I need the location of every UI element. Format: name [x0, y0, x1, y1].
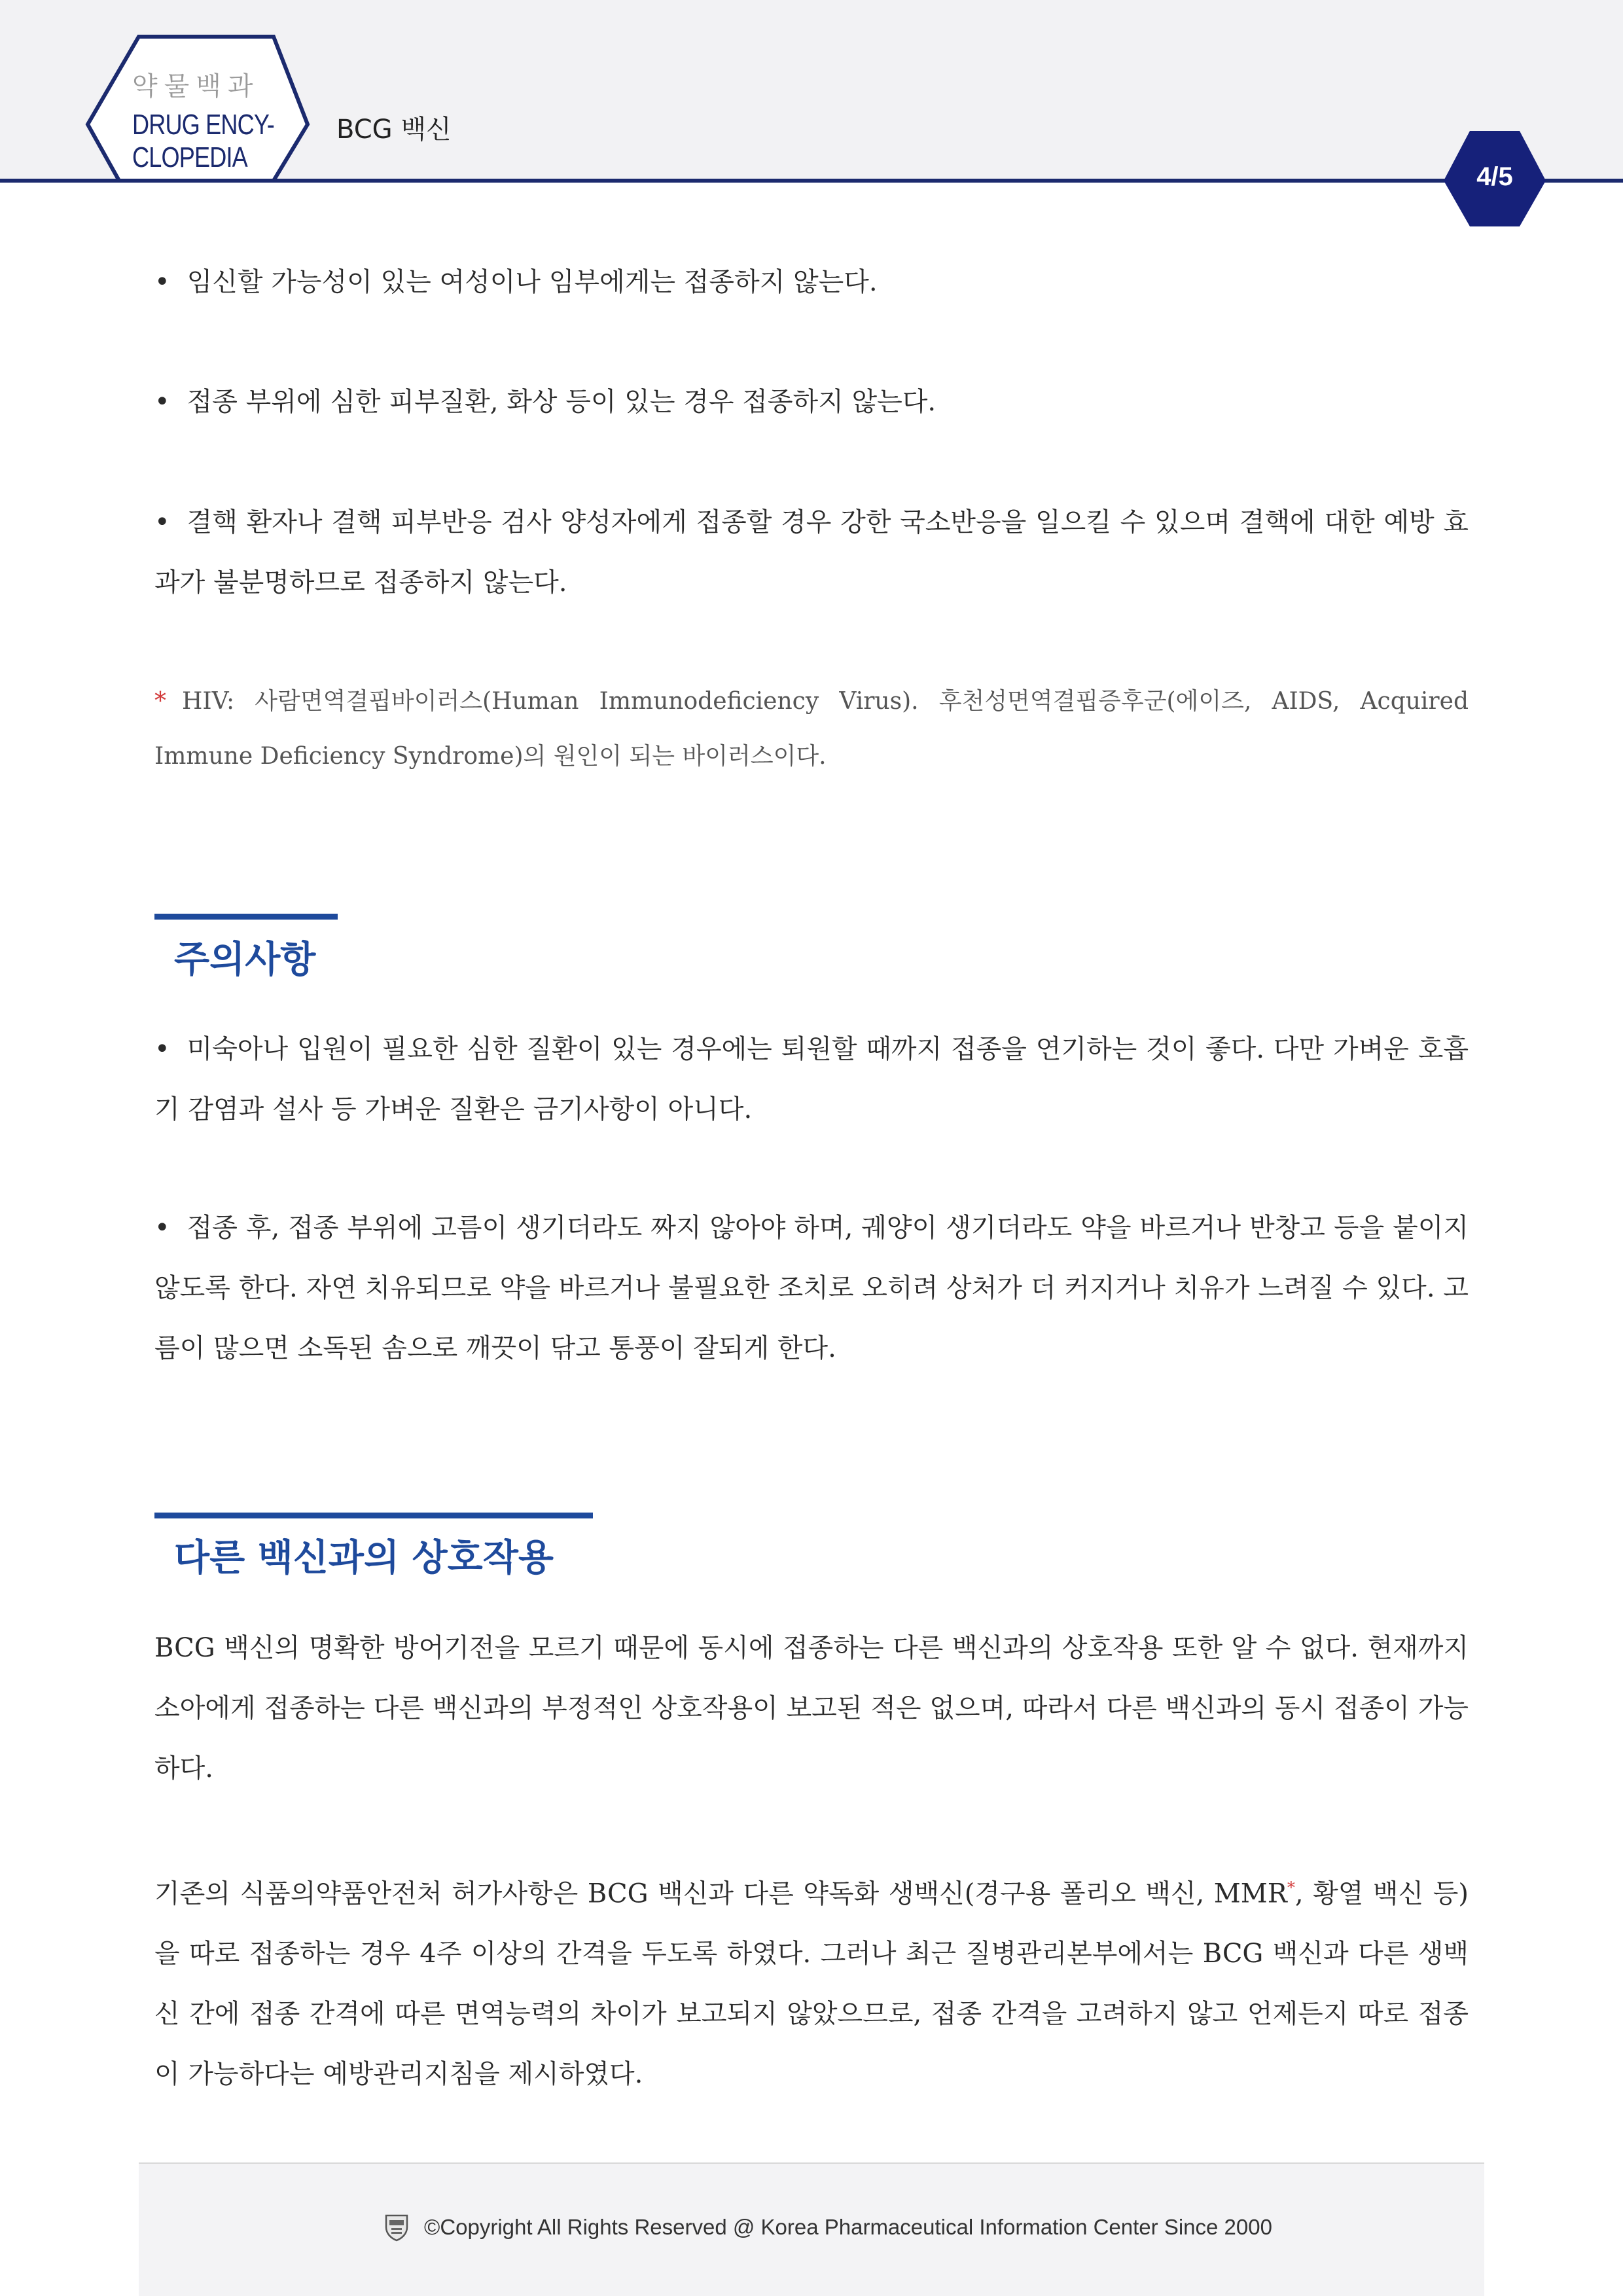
bullet-text: 접종 부위에 심한 피부질환, 화상 등이 있는 경우 접종하지 않는다.: [187, 387, 936, 417]
top-bullets-3: [154, 492, 1469, 613]
footnote-text: [154, 674, 1469, 784]
bullet-item: • 접종 후, 접종 부위에 고름이 생기더라도 짜지 않아야 하며, 궤양이 생기더라도 약을 바르거나 반창고 등을 붙이지 않도록 한다. 자연 치유되므로 약을 바르거나 불필요한 조치로 오히려 상처가 더 커지거나 치유가 느려질 수 있다. 고름이 많으면 소독된 솜으로 깨끗이 닦고 통풍이 잘되게 한다.: [154, 1213, 1469, 1363]
bullet-text: 접종 후, 접종 부위에 고름이 생기더라도 짜지 않아야 하며, 궤양이 생기더라도 약을 바르거나 반창고 등을 붙이지 않도록 한다. 자연 치유되므로 약을 바르거나 불필요한 조치로 오히려 상처가 더 커지거나 치유가 느려질 수 있다. 고름이 많으면 소독된 솜으로 깨끗이 닦고 통풍이 잘되게 한다.: [154, 1213, 1469, 1363]
interactions-paragraph-1: [154, 1618, 1469, 1799]
footer-copyright: ©Copyright All Rights Reserved @ Korea Pharmaceutical Information Center Since 2000: [424, 2215, 1272, 2239]
bullet-text: 미숙아나 입원이 필요한 심한 질환이 있는 경우에는 퇴원할 때까지 접종을 연기하는 것이 좋다. 다만 가벼운 호흡기 감염과 설사 등 가벼운 질환은 금기사항이 아니다.: [154, 1034, 1469, 1124]
bullet-text: 임신할 가능성이 있는 여성이나 임부에게는 접종하지 않는다.: [187, 267, 878, 297]
precautions-bullet-1: [154, 1019, 1469, 1139]
bullet-item: • 미숙아나 입원이 필요한 심한 질환이 있는 경우에는 퇴원할 때까지 접종을 연기하는 것이 좋다. 다만 가벼운 호흡기 감염과 설사 등 가벼운 질환은 금기사항이 아니다.: [154, 1034, 1469, 1124]
shield-icon: [382, 2213, 411, 2242]
section-bar-interactions: [154, 1513, 593, 1518]
footnote-body: HIV: 사람면역결핍바이러스(Human Immunodeficiency Virus). 후천성면역결핍증후군(에이즈, AIDS, Acquired Immune Deficiency Syndrome)의 원인이 되는 바이러스이다.: [154, 688, 1469, 770]
section-title-precautions: 주의사항: [174, 939, 316, 981]
logo-english-text: [132, 109, 274, 174]
logo-english-line2: CLOPEDIA: [132, 141, 247, 173]
precautions-bullet-2: [154, 1198, 1469, 1378]
paragraph-part-1: 기존의 식품의약품안전처 허가사항은 BCG 백신과 다른 약독화 생백신(경구용 폴리오 백신, MMR: [154, 1878, 1287, 1909]
paragraph-text: BCG 백신의 명확한 방어기전을 모르기 때문에 동시에 접종하는 다른 백신과의 상호작용 또한 알 수 없다. 현재까지 소아에게 접종하는 다른 백신과의 부정적인 상호작용이 보고된 적은 없으며, 따라서 다른 백신과의 동시 접종이 가능하다.: [154, 1633, 1469, 1784]
footnote: [154, 674, 1469, 784]
paragraph-text: [154, 1857, 1469, 2104]
page-indicator: 4/5: [1476, 162, 1513, 191]
bullet-item: • 접종 부위에 심한 피부질환, 화상 등이 있는 경우 접종하지 않는다.: [154, 387, 936, 417]
top-bullets-2: [154, 372, 1469, 432]
bullet-text: 결핵 환자나 결핵 피부반응 검사 양성자에게 접종할 경우 강한 국소반응을 일으킬 수 있으며 결핵에 대한 예방 효과가 불분명하므로 접종하지 않는다.: [154, 507, 1469, 598]
logo-english-line1: DRUG ENCY-: [132, 109, 275, 141]
bullet-item: • 결핵 환자나 결핵 피부반응 검사 양성자에게 접종할 경우 강한 국소반응을 일으킬 수 있으며 결핵에 대한 예방 효과가 불분명하므로 접종하지 않는다.: [154, 507, 1469, 598]
paragraph-part-2: , 황열 백신 등)을 따로 접종하는 경우 4주 이상의 간격을 두도록 하였다. 그러나 최근 질병관리본부에서는 BCG 백신과 다른 생백신 간에 접종 간격에 따른 면역능력의 차이가 보고되지 않았으므로, 접종 간격을 고려하지 않고 언제든지 따로 접종이 가능하다는 예방관리지침을 제시하였다.: [154, 1878, 1469, 2090]
document-title: BCG 백신: [336, 115, 452, 145]
interactions-paragraph-2: [154, 1857, 1469, 2104]
section-bar-precautions: [154, 914, 338, 920]
section-title-interactions: 다른 백신과의 상호작용: [174, 1537, 554, 1579]
top-bullets: [154, 252, 1469, 312]
bullet-item: • 임신할 가능성이 있는 여성이나 임부에게는 접종하지 않는다.: [154, 267, 878, 297]
footnote-star: *: [154, 688, 166, 715]
footnote-marker: *: [1287, 1878, 1295, 1897]
logo-korean-text: 약물백과: [132, 71, 260, 101]
